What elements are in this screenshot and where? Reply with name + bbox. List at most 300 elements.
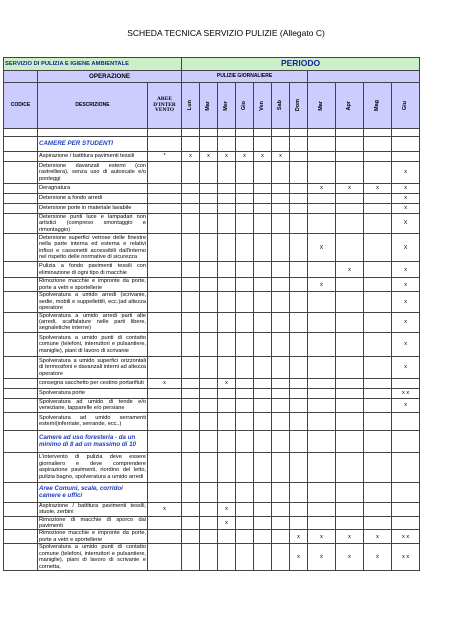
table-row xyxy=(4,398,420,412)
aree-cell xyxy=(148,194,182,204)
aree-cell xyxy=(148,184,182,194)
codice-cell xyxy=(4,278,38,292)
day-cell xyxy=(182,332,200,356)
day-cell xyxy=(218,412,236,430)
day-cell xyxy=(218,194,236,204)
day-cell xyxy=(200,262,218,278)
codice-cell xyxy=(4,214,38,234)
day-cell xyxy=(200,502,218,516)
day-cell xyxy=(272,234,290,262)
month-cell: x xyxy=(364,530,392,544)
month-cell xyxy=(308,332,336,356)
day-cell xyxy=(290,502,308,516)
month-cell xyxy=(392,502,420,516)
table-row xyxy=(4,214,420,234)
months-header-apr xyxy=(336,83,364,129)
day-cell xyxy=(182,398,200,412)
section-title: Camere ad uso foresteria - da un minimo di 8 ad un massimo di 10 xyxy=(38,430,148,452)
day-cell xyxy=(272,184,290,194)
month-cell: x xyxy=(392,332,420,356)
day-cell xyxy=(218,204,236,214)
day-cell: x xyxy=(218,152,236,162)
day-cell xyxy=(254,412,272,430)
day-cell: x xyxy=(254,152,272,162)
day-cell xyxy=(182,452,200,482)
month-cell xyxy=(364,262,392,278)
day-cell xyxy=(272,482,290,502)
day-cell xyxy=(200,482,218,502)
month-cell xyxy=(364,278,392,292)
day-cell xyxy=(272,356,290,378)
month-cell xyxy=(392,412,420,430)
month-cell: x xyxy=(392,312,420,332)
day-cell xyxy=(218,292,236,312)
month-cell xyxy=(364,452,392,482)
month-cell xyxy=(308,482,336,502)
aree-cell xyxy=(148,214,182,234)
day-cell xyxy=(290,184,308,194)
month-cell: x xyxy=(364,544,392,571)
months-label: Giu xyxy=(402,100,409,111)
service-header: SERVIZIO DI PULIZIA E IGIENE AMBIENTALE xyxy=(4,58,182,71)
day-cell xyxy=(200,312,218,332)
day-cell xyxy=(236,162,254,184)
day-cell xyxy=(290,292,308,312)
description-cell: Spolveratura a umido punti di contatto comune (telefoni, interruttori e pulsantiere, maniglie), piani di lavoro di scrivanie xyxy=(38,332,148,356)
day-cell xyxy=(254,378,272,388)
codice-cell xyxy=(4,452,38,482)
aree-header: AREE D'INTER VENTO xyxy=(148,83,182,129)
aree-cell: x xyxy=(148,502,182,516)
day-cell xyxy=(272,516,290,530)
month-cell xyxy=(308,388,336,398)
day-cell xyxy=(254,214,272,234)
day-cell xyxy=(254,312,272,332)
day-cell xyxy=(200,544,218,571)
day-cell xyxy=(272,452,290,482)
days-header-ven xyxy=(254,83,272,129)
month-cell xyxy=(364,214,392,234)
description-cell: Spolveratura a umido superfici orizzontali di termosifoni e davanzali interni ad altezza operatore xyxy=(39,357,146,377)
day-cell xyxy=(218,312,236,332)
day-cell xyxy=(290,452,308,482)
pulizie-giornaliere-header: PULIZIE GIORNALIERE xyxy=(182,71,308,83)
day-cell xyxy=(182,312,200,332)
table-row xyxy=(4,162,420,184)
day-cell xyxy=(200,204,218,214)
month-cell xyxy=(364,398,392,412)
days-label: Gio xyxy=(241,100,248,111)
months-header-mag xyxy=(364,83,392,129)
table-row xyxy=(4,278,420,292)
day-cell xyxy=(218,398,236,412)
day-cell: x xyxy=(290,530,308,544)
aree-cell: * xyxy=(148,152,182,162)
codice-cell xyxy=(4,544,38,571)
month-cell: x xyxy=(308,278,336,292)
month-cell xyxy=(364,292,392,312)
month-cell xyxy=(364,152,392,162)
section-row xyxy=(4,482,420,502)
month-cell: x xyxy=(336,262,364,278)
day-cell: x xyxy=(236,152,254,162)
month-cell xyxy=(308,162,336,184)
month-cell xyxy=(336,502,364,516)
description-cell: Spolveratura a umido arredi parti alte (arredi, scaffalature nelle parti libere, segnaletiche interne) xyxy=(39,312,146,332)
day-cell xyxy=(272,137,290,152)
codice-cell xyxy=(4,482,38,502)
day-cell xyxy=(236,516,254,530)
month-cell: x xyxy=(308,544,336,571)
day-cell xyxy=(200,194,218,204)
months-label: Apr xyxy=(346,100,353,111)
month-cell xyxy=(336,378,364,388)
month-cell: x xyxy=(392,194,420,204)
days-header-mer xyxy=(218,83,236,129)
day-cell xyxy=(272,530,290,544)
month-cell xyxy=(364,412,392,430)
description-cell: Pulizia a fondo pavimenti tessili con eliminazione di ogni tipo di macchie xyxy=(39,263,146,276)
day-cell xyxy=(236,204,254,214)
aree-cell xyxy=(148,356,182,378)
day-cell xyxy=(236,332,254,356)
month-cell xyxy=(308,378,336,388)
day-cell xyxy=(290,378,308,388)
day-cell xyxy=(236,430,254,452)
day-cell xyxy=(200,292,218,312)
aree-cell xyxy=(148,332,182,356)
day-cell xyxy=(254,278,272,292)
day-cell xyxy=(236,388,254,398)
month-cell xyxy=(336,388,364,398)
aree-cell xyxy=(148,482,182,502)
table-row xyxy=(4,378,420,388)
month-cell xyxy=(364,234,392,262)
month-cell xyxy=(364,194,392,204)
month-cell xyxy=(336,398,364,412)
aree-cell xyxy=(148,412,182,430)
month-cell xyxy=(308,452,336,482)
description-cell: L'intervento di pulizia deve essere giornaliero e deve comprendere aspirazione pavimenti, riordino del letto, pulizia bagno, spolveratura a umido arredi xyxy=(38,452,148,482)
day-cell xyxy=(254,398,272,412)
month-cell: x xyxy=(336,184,364,194)
day-cell xyxy=(200,137,218,152)
description-cell: Detersione davanzali esterni (con rastrelliera), senza uso di autoscale e/o ponteggi xyxy=(39,162,146,182)
day-cell xyxy=(182,502,200,516)
day-cell xyxy=(182,482,200,502)
day-cell xyxy=(272,194,290,204)
day-cell xyxy=(290,412,308,430)
day-cell xyxy=(200,530,218,544)
aree-cell xyxy=(148,234,182,262)
day-cell xyxy=(200,388,218,398)
month-cell: x x xyxy=(392,530,420,544)
month-cell xyxy=(336,356,364,378)
day-cell xyxy=(182,137,200,152)
month-cell xyxy=(308,137,336,152)
day-cell xyxy=(254,530,272,544)
month-cell xyxy=(336,214,364,234)
description-cell: Rimozione di macchie di sporco dai pavimenti xyxy=(39,516,146,530)
description-cell: Spolveratura ad umido serramenti esterni(inferriate, serrande, ecc..) xyxy=(38,412,148,430)
day-cell xyxy=(290,204,308,214)
month-cell: x xyxy=(308,530,336,544)
day-cell xyxy=(254,356,272,378)
table-row xyxy=(4,152,420,162)
day-cell xyxy=(290,388,308,398)
day-cell xyxy=(218,388,236,398)
day-cell xyxy=(254,544,272,571)
aree-cell xyxy=(148,312,182,332)
month-cell xyxy=(392,137,420,152)
day-cell xyxy=(290,516,308,530)
codice-cell xyxy=(4,204,38,214)
day-cell xyxy=(218,356,236,378)
table-row xyxy=(4,356,420,378)
section-row xyxy=(4,430,420,452)
aree-cell xyxy=(148,162,182,184)
aree-cell xyxy=(148,388,182,398)
day-cell xyxy=(290,234,308,262)
day-cell xyxy=(254,482,272,502)
day-cell xyxy=(182,278,200,292)
day-cell xyxy=(254,234,272,262)
table-row xyxy=(4,502,420,516)
day-cell xyxy=(272,292,290,312)
description-cell: Rimozione macchie e impronte da porte, porte a vetri e sportellerie xyxy=(39,530,146,543)
day-cell xyxy=(236,412,254,430)
day-cell xyxy=(272,262,290,278)
table-row xyxy=(4,312,420,332)
document-title: SCHEDA TECNICA SERVIZIO PULIZIE (Allegato C) xyxy=(127,28,325,38)
aree-cell xyxy=(148,530,182,544)
day-cell xyxy=(272,544,290,571)
codice-cell xyxy=(4,398,38,412)
table-row xyxy=(4,184,420,194)
day-cell xyxy=(290,137,308,152)
day-cell xyxy=(182,388,200,398)
aree-cell xyxy=(148,262,182,278)
month-cell xyxy=(308,262,336,278)
table-row xyxy=(4,516,420,530)
aree-cell: x xyxy=(148,378,182,388)
day-cell xyxy=(254,502,272,516)
codice-cell xyxy=(4,412,38,430)
day-cell: x xyxy=(200,152,218,162)
codice-cell xyxy=(4,530,38,544)
day-cell xyxy=(182,516,200,530)
day-cell xyxy=(218,262,236,278)
day-cell xyxy=(182,214,200,234)
month-cell: x xyxy=(392,162,420,184)
day-cell xyxy=(272,502,290,516)
day-cell xyxy=(182,234,200,262)
day-cell xyxy=(236,452,254,482)
day-cell xyxy=(272,388,290,398)
month-cell xyxy=(336,482,364,502)
month-cell xyxy=(336,194,364,204)
month-cell: x x xyxy=(392,544,420,571)
day-cell xyxy=(218,452,236,482)
day-cell xyxy=(236,194,254,204)
days-label: Ven xyxy=(259,100,266,111)
codice-cell xyxy=(4,378,38,388)
description-cell: Spolveratura a umido arredi (scrivanie, sedie, mobili e suppellettili, ecc.)ad altezza operatore xyxy=(39,292,146,312)
day-cell xyxy=(290,152,308,162)
codice-cell xyxy=(4,184,38,194)
day-cell xyxy=(236,502,254,516)
day-cell xyxy=(200,516,218,530)
month-cell xyxy=(336,332,364,356)
day-cell xyxy=(236,530,254,544)
description-cell: Detersione punti luce e lampadari non artistici (compreso smontaggio e rimontaggio) xyxy=(39,214,146,233)
day-cell xyxy=(236,137,254,152)
day-cell xyxy=(254,292,272,312)
table-row xyxy=(4,204,420,214)
days-header-gio xyxy=(236,83,254,129)
description-cell: Aspirazione / battitura pavimenti tessili, stuoie, zerbini xyxy=(39,502,146,516)
month-cell xyxy=(336,430,364,452)
table-row xyxy=(4,412,420,430)
day-cell xyxy=(272,214,290,234)
day-cell xyxy=(254,162,272,184)
day-cell: x xyxy=(218,502,236,516)
section-title: Aree Comuni, scale, corridoi camere e uffici xyxy=(38,482,148,502)
day-cell xyxy=(290,194,308,204)
codice-cell xyxy=(4,430,38,452)
table-row xyxy=(4,544,420,571)
day-cell xyxy=(254,332,272,356)
month-cell xyxy=(336,204,364,214)
day-cell xyxy=(236,262,254,278)
months-header-mar xyxy=(308,83,336,129)
month-cell xyxy=(364,388,392,398)
month-cell xyxy=(308,312,336,332)
days-label: Mar xyxy=(205,100,212,111)
aree-cell xyxy=(148,398,182,412)
day-cell xyxy=(218,430,236,452)
description-cell: Spolveratura porte xyxy=(38,388,148,398)
months-label: Mag xyxy=(374,100,381,111)
aree-cell xyxy=(148,278,182,292)
month-cell xyxy=(336,234,364,262)
codice-cell xyxy=(4,194,38,204)
day-cell xyxy=(290,356,308,378)
day-cell xyxy=(218,137,236,152)
day-cell xyxy=(182,262,200,278)
day-cell xyxy=(254,388,272,398)
codice-cell xyxy=(4,312,38,332)
description-cell: Rimozione macchie e impronte da porte, porte a vetri e sportellerie xyxy=(39,278,146,291)
day-cell xyxy=(200,332,218,356)
day-cell xyxy=(182,292,200,312)
table-row xyxy=(4,292,420,312)
month-cell: x xyxy=(336,530,364,544)
descrizione-header: DESCRIZIONE xyxy=(38,83,148,129)
month-cell xyxy=(364,312,392,332)
codice-cell xyxy=(4,356,38,378)
day-cell xyxy=(182,544,200,571)
day-cell xyxy=(200,278,218,292)
day-cell xyxy=(218,234,236,262)
month-cell: x xyxy=(364,184,392,194)
day-cell xyxy=(182,194,200,204)
month-cell xyxy=(364,516,392,530)
month-cell xyxy=(336,152,364,162)
day-cell xyxy=(218,214,236,234)
day-cell xyxy=(290,312,308,332)
day-cell xyxy=(272,204,290,214)
codice-header: CODICE xyxy=(4,83,38,129)
description-cell: Deragnatura xyxy=(38,184,148,194)
day-cell xyxy=(272,378,290,388)
description-cell: consegna sacchetto per cestino portarifiuti xyxy=(38,378,148,388)
day-cell xyxy=(218,482,236,502)
month-cell: x x xyxy=(392,388,420,398)
periodo-header: PERIODO xyxy=(182,58,420,71)
month-cell: x xyxy=(336,544,364,571)
month-cell: x xyxy=(308,184,336,194)
section-row xyxy=(4,137,420,152)
days-label: Sab xyxy=(277,100,284,111)
day-cell xyxy=(182,184,200,194)
day-cell xyxy=(254,452,272,482)
table-row xyxy=(4,530,420,544)
month-cell xyxy=(336,137,364,152)
day-cell xyxy=(254,194,272,204)
month-cell: x xyxy=(392,278,420,292)
aree-cell xyxy=(148,137,182,152)
aree-cell xyxy=(148,516,182,530)
day-cell xyxy=(182,378,200,388)
days-label: Lun xyxy=(187,100,194,111)
day-cell xyxy=(290,430,308,452)
codice-cell xyxy=(4,162,38,184)
day-cell xyxy=(182,412,200,430)
day-cell xyxy=(254,262,272,278)
day-cell xyxy=(236,278,254,292)
day-cell xyxy=(218,162,236,184)
day-cell xyxy=(290,332,308,356)
month-cell xyxy=(308,430,336,452)
day-cell xyxy=(236,482,254,502)
month-cell xyxy=(392,378,420,388)
day-cell: x xyxy=(182,152,200,162)
day-cell xyxy=(236,292,254,312)
codice-cell xyxy=(4,292,38,312)
table-row xyxy=(4,452,420,482)
month-cell xyxy=(308,204,336,214)
day-cell xyxy=(254,430,272,452)
month-cell xyxy=(392,482,420,502)
day-cell xyxy=(200,452,218,482)
aree-cell xyxy=(148,204,182,214)
day-cell xyxy=(218,544,236,571)
day-cell xyxy=(290,482,308,502)
day-cell xyxy=(236,378,254,388)
month-cell xyxy=(336,162,364,184)
day-cell xyxy=(272,412,290,430)
month-cell xyxy=(364,482,392,502)
month-cell xyxy=(336,516,364,530)
month-cell: x xyxy=(392,292,420,312)
days-label: Dom xyxy=(295,99,302,112)
day-cell xyxy=(200,184,218,194)
day-cell xyxy=(254,184,272,194)
day-cell xyxy=(218,278,236,292)
day-cell xyxy=(182,204,200,214)
day-cell xyxy=(272,278,290,292)
